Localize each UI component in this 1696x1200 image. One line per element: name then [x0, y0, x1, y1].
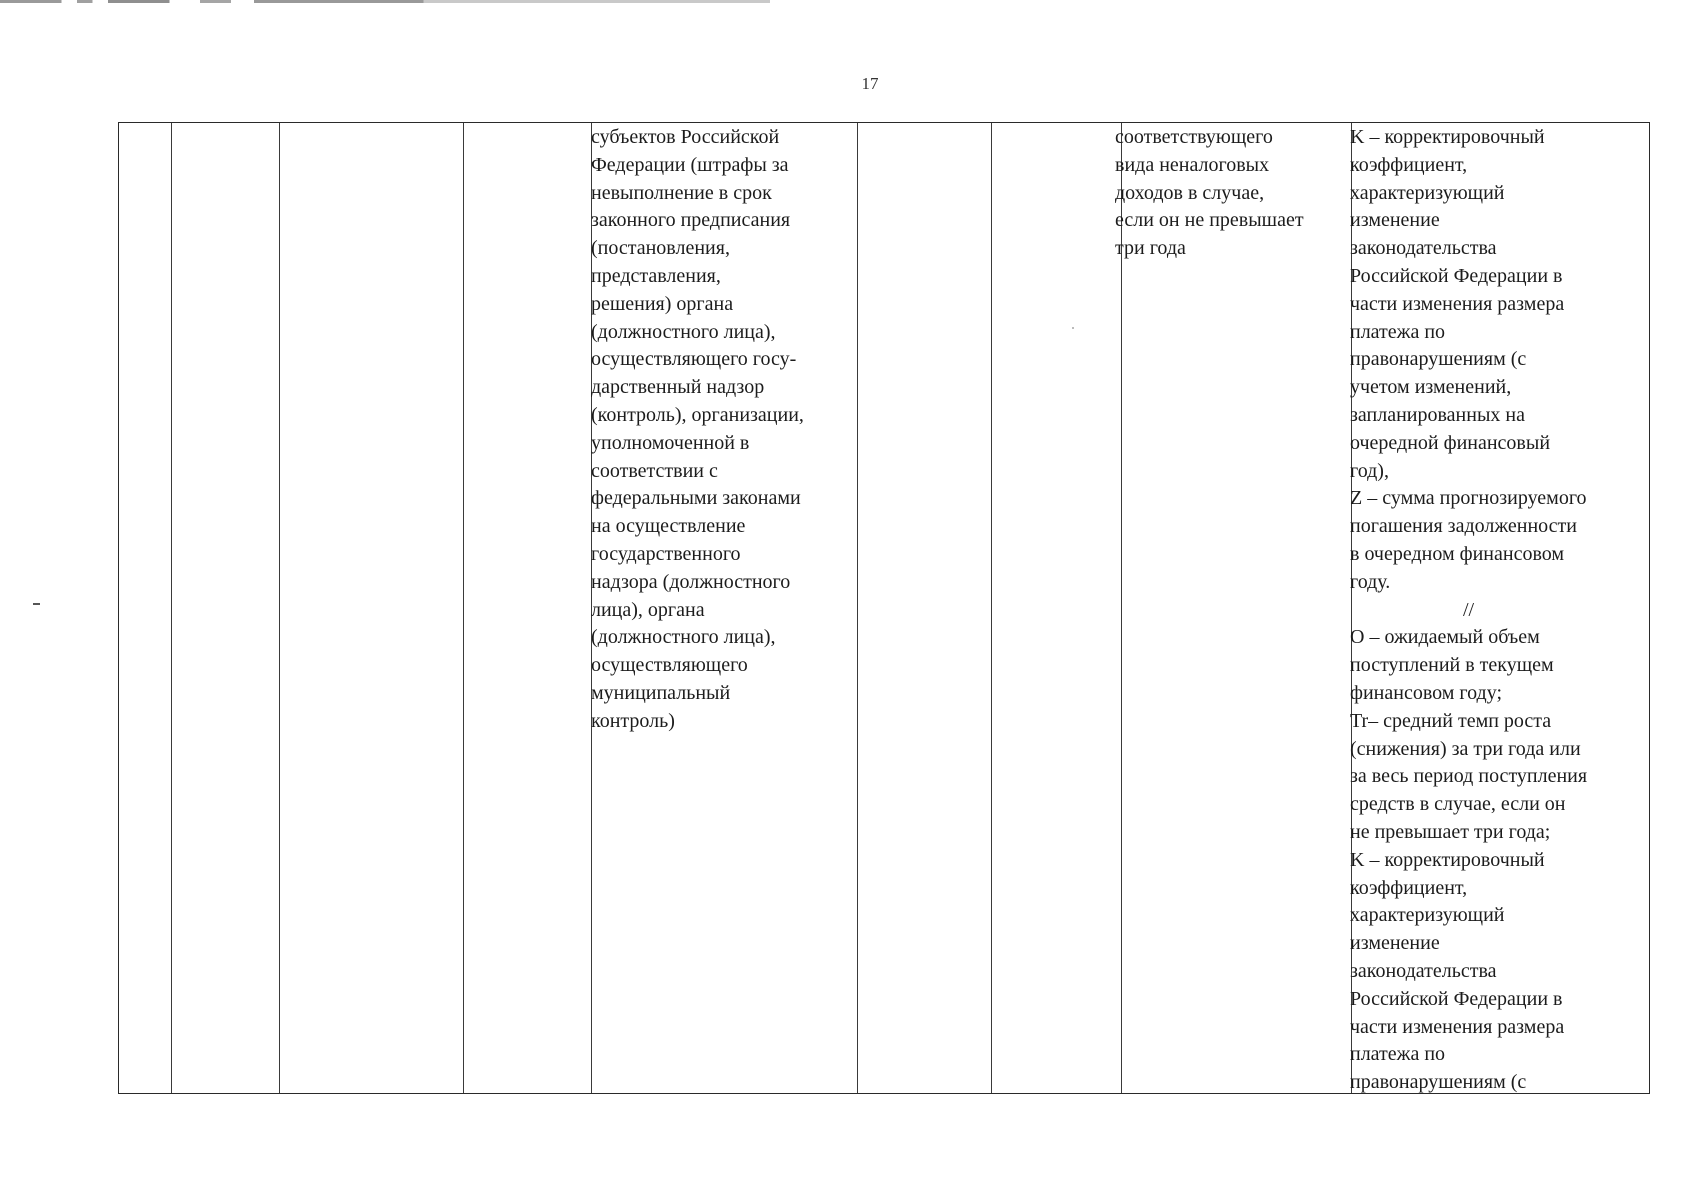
column-divider-6 [991, 123, 992, 1093]
cell-line: в очередном финансовом [1350, 542, 1565, 565]
cell-line: муниципальный [591, 681, 731, 704]
cell-line: году. [1350, 570, 1391, 593]
cell-line: платежа по [1350, 1043, 1446, 1066]
cell-line: Z – сумма прогнозируемого [1350, 487, 1587, 510]
cell-line: осуществляющего госу- [591, 348, 797, 371]
cell-line: // [1462, 598, 1475, 621]
cell-line: год), [1350, 459, 1389, 482]
cell-line: изменение [1350, 932, 1440, 955]
column-divider-5 [857, 123, 858, 1093]
cell-line: (снижения) за три года или [1350, 737, 1581, 760]
document-table [118, 122, 1650, 1094]
column-divider-2 [279, 123, 280, 1093]
cell-line: правонарушениям (с [1350, 348, 1527, 371]
cell-line: правонарушениям (с [1350, 1071, 1527, 1094]
cell-line: субъектов Российской [591, 126, 780, 148]
cell-line: очередной финансовый [1350, 431, 1551, 454]
column-divider-1 [171, 123, 172, 1093]
cell-line: федеральными законами [591, 487, 801, 510]
column-divider-7 [1121, 123, 1122, 1093]
cell-line: (постановления, [591, 237, 730, 260]
cell-line: финансовом году; [1350, 681, 1503, 704]
cell-line: K – корректировочный [1350, 126, 1545, 148]
cell-line: Федерации (штрафы за [591, 153, 789, 176]
scan-edge-artifact [0, 0, 770, 3]
cell-line: средств в случае, если он [1350, 793, 1566, 816]
cell-line: надзора (должностного [591, 570, 791, 593]
cell-line: О – ожидаемый объем [1350, 626, 1540, 649]
cell-line: лица), органа [591, 598, 705, 621]
cell-line: (контроль), организации, [591, 403, 804, 426]
cell-period-condition [1115, 123, 1304, 263]
margin-mark [33, 603, 40, 605]
cell-line: Российской Федерации в [1350, 987, 1563, 1010]
cell-line: погашения задолженности [1350, 515, 1577, 538]
cell-line: осуществляющего [591, 654, 748, 677]
cell-line: коэффициент, [1350, 153, 1468, 176]
cell-line: доходов в случае, [1115, 181, 1265, 204]
cell-line: изменение [1350, 209, 1440, 232]
cell-line: три года [1115, 237, 1186, 260]
cell-line: если он не превышает [1115, 209, 1304, 232]
cell-line: уполномоченной в [591, 431, 750, 454]
cell-line: законодательства [1350, 237, 1497, 260]
cell-line: запланированных на [1350, 403, 1525, 426]
cell-line: Tr– средний темп роста [1350, 709, 1552, 732]
cell-line: части изменения размера [1350, 1015, 1565, 1038]
cell-line: соответствии с [591, 459, 718, 482]
cell-line: учетом изменений, [1350, 376, 1512, 399]
cell-line: контроль) [591, 709, 675, 732]
cell-line: (должностного лица), [591, 626, 776, 649]
cell-line: соответствующего [1115, 126, 1273, 148]
cell-line: не превышает три года; [1350, 820, 1551, 843]
cell-line: платежа по [1350, 320, 1446, 343]
page-number: 17 [861, 74, 879, 93]
cell-line: Российской Федерации в [1350, 264, 1563, 287]
cell-line: на осуществление [591, 515, 746, 538]
cell-formula-explanation [1350, 123, 1587, 1097]
cell-line: вида неналоговых [1115, 153, 1270, 176]
cell-line: поступлений в текущем [1350, 654, 1554, 677]
cell-line: законодательства [1350, 959, 1497, 982]
column-divider-3 [463, 123, 464, 1093]
cell-line: представления, [591, 264, 721, 287]
cell-line: законного предписания [591, 209, 791, 232]
cell-line: за весь период поступления [1350, 765, 1588, 788]
cell-line: решения) органа [591, 292, 734, 315]
cell-line: характеризующий [1350, 904, 1505, 927]
cell-line: коэффициент, [1350, 876, 1468, 899]
cell-line: характеризующий [1350, 181, 1505, 204]
cell-line: K – корректировочный [1350, 848, 1545, 871]
cell-line: невыполнение в срок [591, 181, 772, 204]
cell-payment-description [591, 123, 804, 736]
cell-line: государственного [591, 542, 741, 565]
cell-line: дарственный надзор [591, 376, 765, 399]
cell-line: части изменения размера [1350, 292, 1565, 315]
cell-line: (должностного лица), [591, 320, 776, 343]
